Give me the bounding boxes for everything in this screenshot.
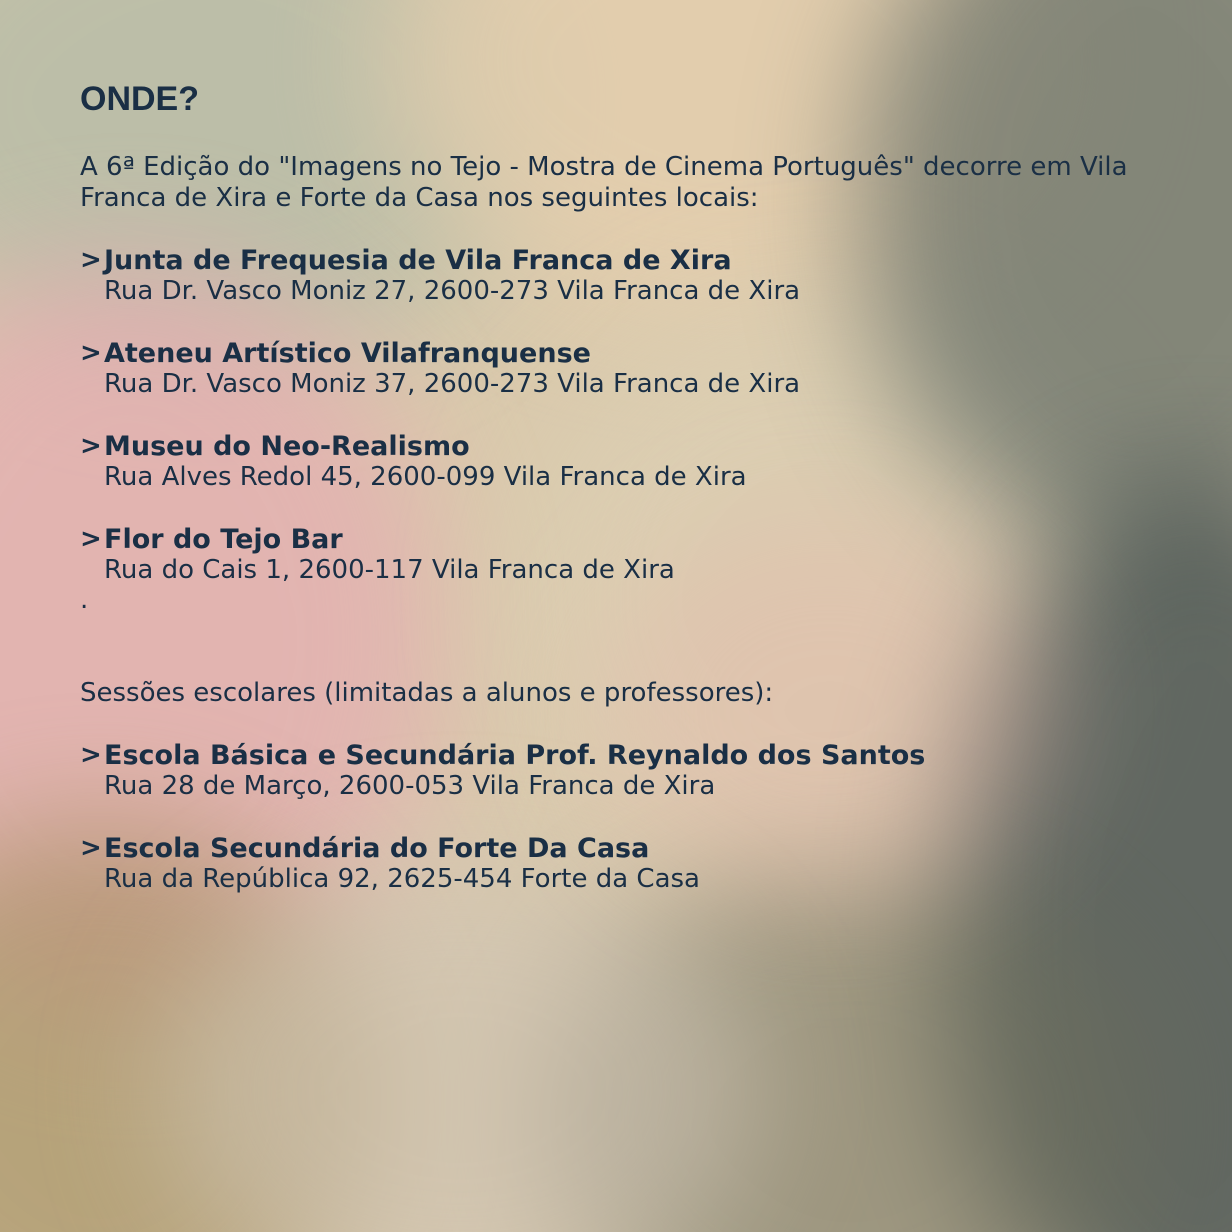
content <box>80 78 1180 895</box>
chevron-right-icon: > <box>80 740 102 770</box>
venue-item <box>80 431 1180 493</box>
school-address: Rua 28 de Março, 2600-053 Vila Franca de Xira <box>104 771 716 801</box>
venue-item <box>80 245 1180 307</box>
chevron-right-icon: > <box>80 833 102 863</box>
schools-label: Sessões escolares (limitadas a alunos e professores): <box>80 678 774 708</box>
chevron-right-icon: > <box>80 338 102 368</box>
intro-text: A 6ª Edição do "Imagens no Tejo - Mostra de Cinema Português" decorre em Vila Franca de Xira e Forte da Casa nos seguintes locais: <box>80 152 1128 213</box>
school-item <box>80 740 1180 802</box>
venue-item <box>80 524 1180 586</box>
venue-address: Rua Dr. Vasco Moniz 27, 2600-273 Vila Franca de Xira <box>104 276 801 306</box>
chevron-right-icon: > <box>80 245 102 275</box>
venue-name: Ateneu Artístico Vilafranquense <box>104 338 591 369</box>
page-title: ONDE? <box>80 80 199 118</box>
school-name: Escola Secundária do Forte Da Casa <box>104 833 650 864</box>
chevron-right-icon: > <box>80 524 102 554</box>
school-address: Rua da República 92, 2625-454 Forte da Casa <box>104 864 700 894</box>
venue-address: Rua do Cais 1, 2600-117 Vila Franca de Xira <box>104 555 675 585</box>
venue-name: Museu do Neo-Realismo <box>104 431 470 462</box>
separator-dot: . <box>80 585 89 615</box>
venue-address: Rua Dr. Vasco Moniz 37, 2600-273 Vila Franca de Xira <box>104 369 801 399</box>
venue-item <box>80 338 1180 400</box>
chevron-right-icon: > <box>80 431 102 461</box>
school-item <box>80 833 1180 895</box>
school-name: Escola Básica e Secundária Prof. Reynaldo dos Santos <box>104 740 926 771</box>
venue-address: Rua Alves Redol 45, 2600-099 Vila Franca de Xira <box>104 462 747 492</box>
venue-name: Flor do Tejo Bar <box>104 524 343 555</box>
venue-name: Junta de Frequesia de Vila Franca de Xira <box>104 245 732 276</box>
